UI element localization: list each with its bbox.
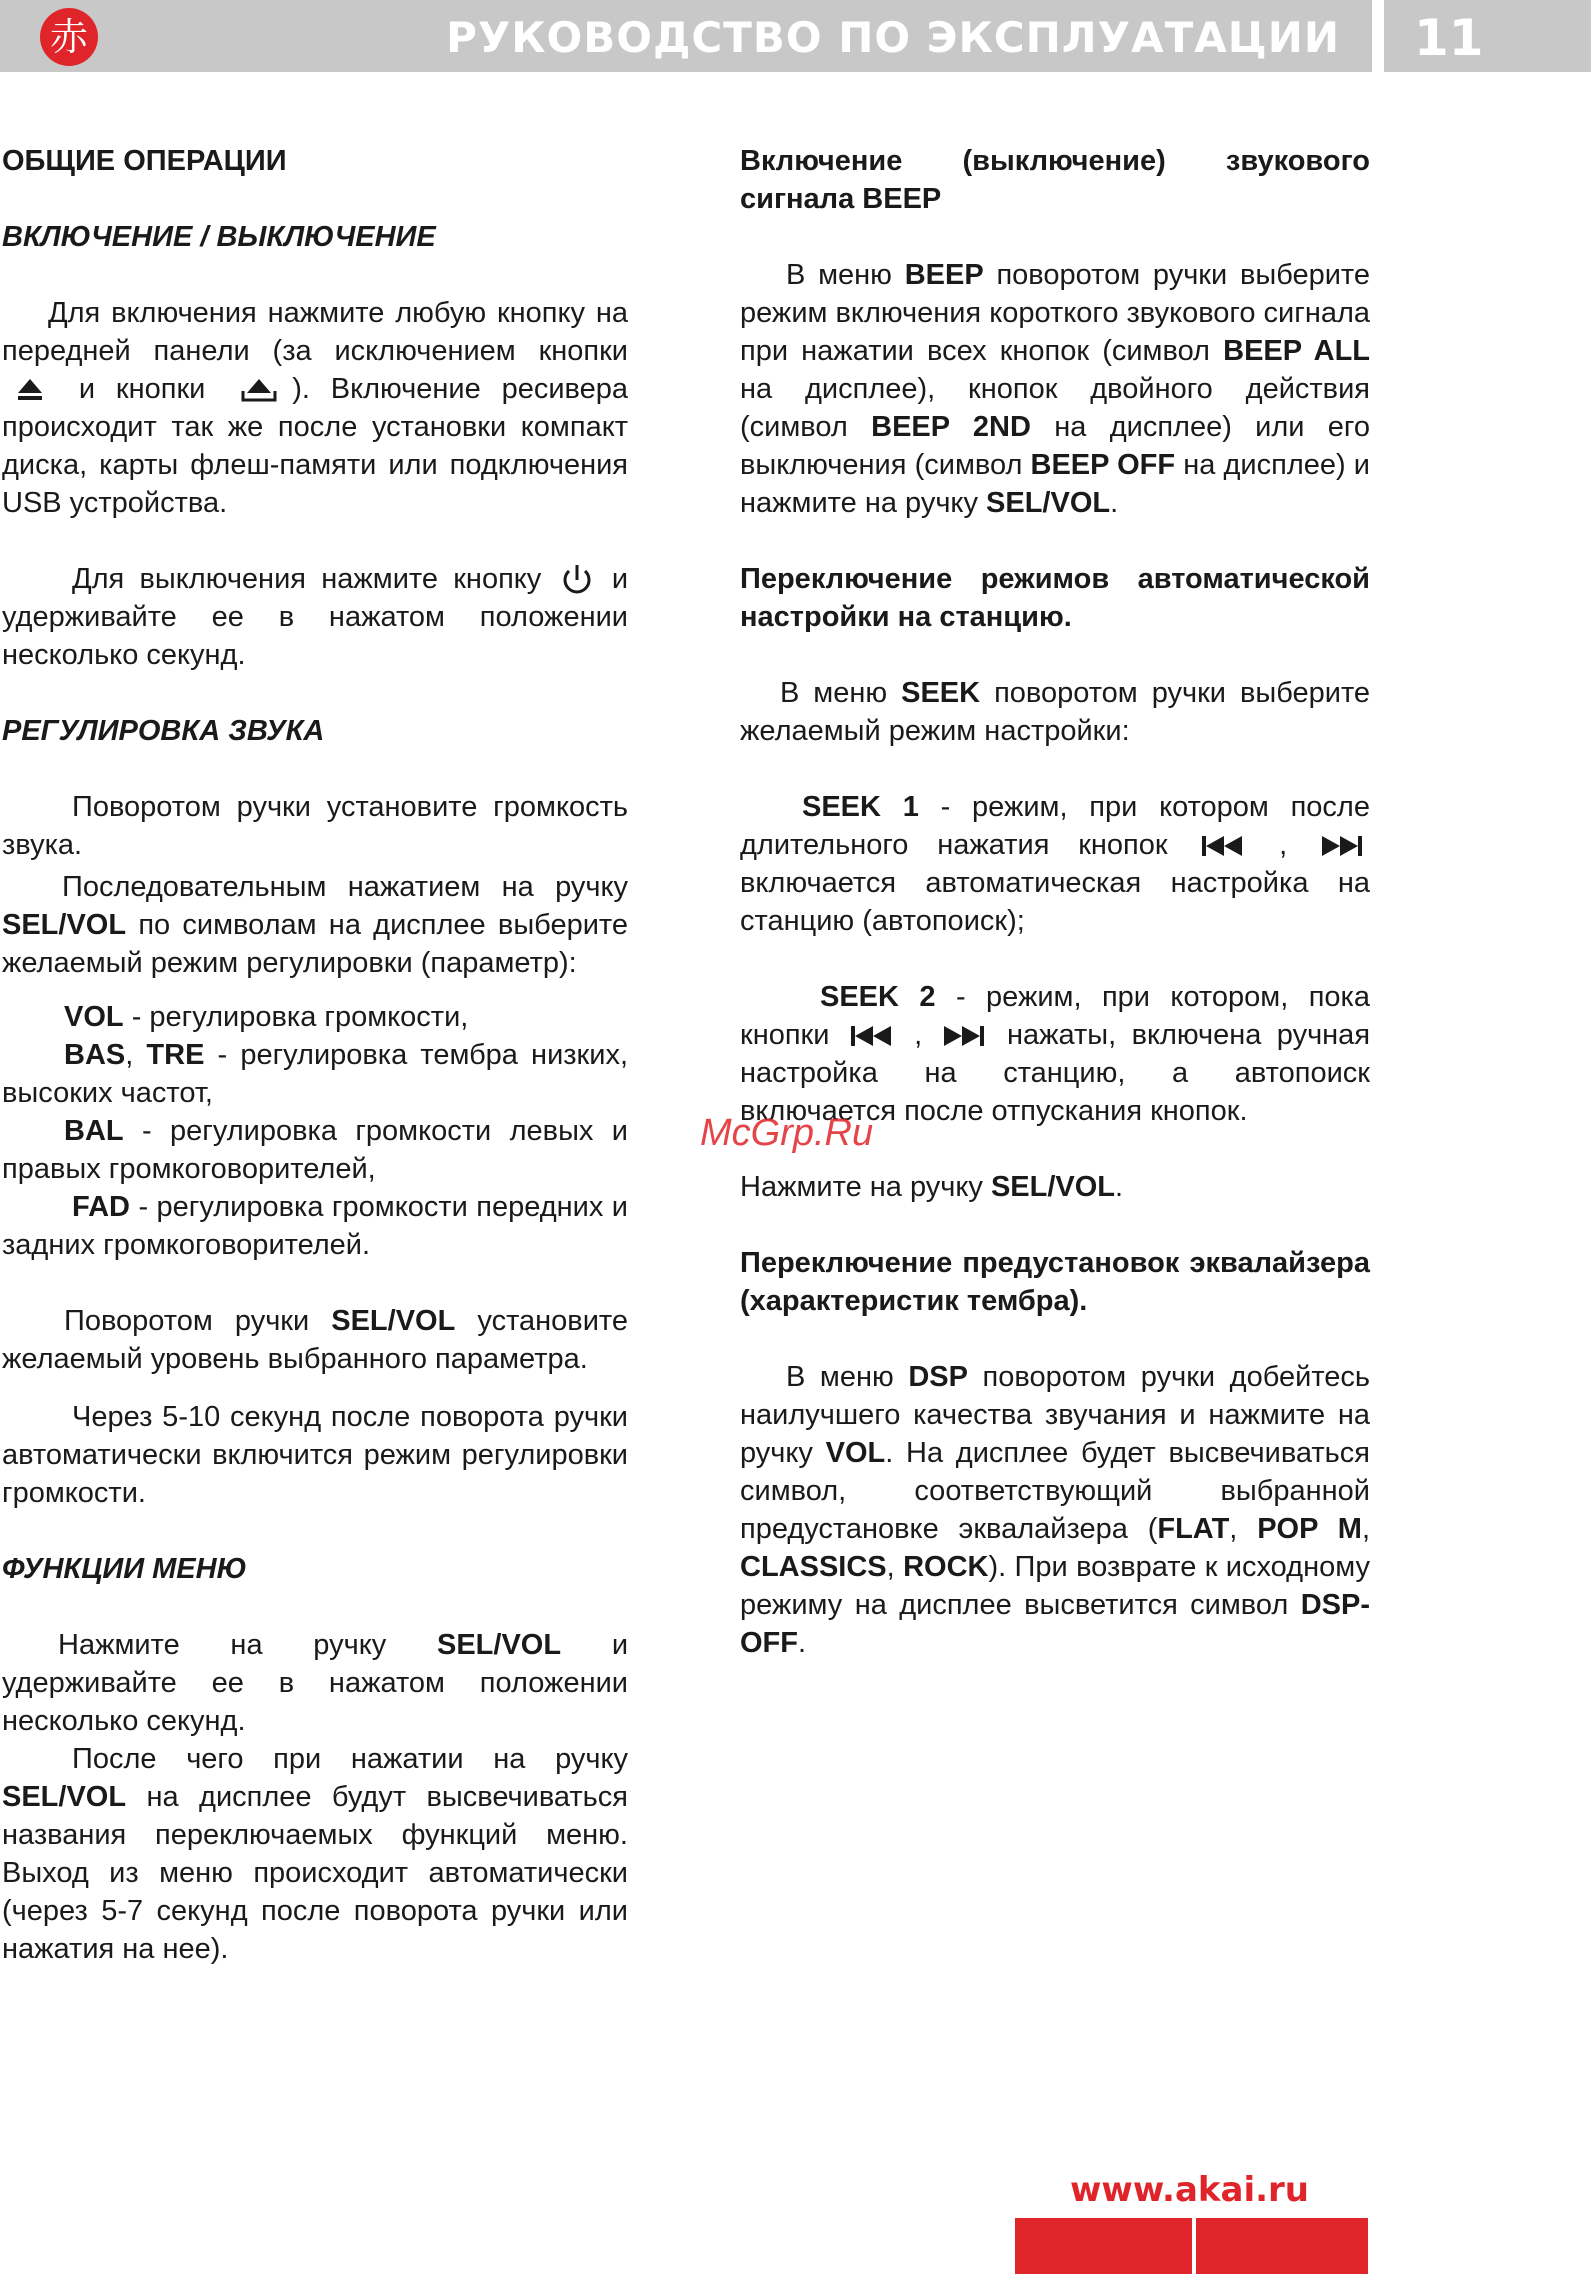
heading-power: ВКЛЮЧЕНИЕ / ВЫКЛЮЧЕНИЕ bbox=[2, 221, 436, 253]
paragraph-beep: В меню BEEP поворотом ручки выберите режим включения короткого звукового сигнала при нажатии всех кнопок (символ BEEP ALL на дисплее), кнопок двойного действия (символ BEEP 2ND на дисплее) или его выключения (символ BEEP OFF на дисплее) и нажмите на ручку SEL/VOL. bbox=[740, 259, 1371, 519]
param-fad: FAD - регулировка громкости передних и задних громкоговорителей. bbox=[2, 1191, 628, 1261]
paragraph-menu-enter: Нажмите на ручку SEL/VOL и удерживайте ее в нажатом положении несколько секунд. bbox=[2, 1629, 629, 1737]
skip-forward-icon bbox=[938, 1022, 992, 1050]
heading-menu: ФУНКЦИИ МЕНЮ bbox=[2, 1553, 247, 1585]
eject-card-icon bbox=[226, 375, 292, 405]
watermark: McGrp.Ru bbox=[700, 1112, 874, 1154]
skip-back-icon bbox=[1196, 832, 1250, 860]
eject-icon bbox=[2, 375, 58, 405]
paragraph-sound-volume: Поворотом ручки установите громкость звука. bbox=[2, 791, 628, 861]
footer-block-right bbox=[1196, 2218, 1368, 2274]
page-title: РУКОВОДСТВО ПО ЭКСПЛУАТАЦИИ bbox=[446, 13, 1340, 62]
param-bas-tre: BAS, TRE - регулировка тембра низких, высоких частот, bbox=[2, 1039, 629, 1109]
heading-equalizer: Переключение предустановок эквалайзера (характеристик тембра). bbox=[740, 1247, 1370, 1317]
heading-beep: Включение (выключение) звукового сигнала BEEP bbox=[740, 145, 1370, 215]
paragraph-seek1: SEEK 1 - режим, при котором после длительного нажатия кнопок , включается автоматическая настройка на станцию (автопоиск); bbox=[740, 791, 1370, 937]
paragraph-level: Поворотом ручки SEL/VOL установите желаемый уровень выбранного параметра. bbox=[2, 1305, 628, 1375]
skip-forward-icon bbox=[1316, 832, 1370, 860]
paragraph-auto-volume: Через 5-10 секунд после поворота ручки автоматически включится режим регулировки громкости. bbox=[2, 1401, 628, 1509]
page-number: 11 bbox=[1384, 0, 1591, 72]
paragraph-press-selvol: Нажмите на ручку SEL/VOL. bbox=[740, 1171, 1124, 1203]
paragraph-seek2: SEEK 2 - режим, при котором, пока кнопки , нажаты, включена ручная настройка на станцию, а автопоиск включается после отпускания кнопок. bbox=[740, 981, 1371, 1127]
paragraph-sound-params: Последовательным нажатием на ручку SEL/VOL по символам на дисплее выберите желаемый режим регулировки (параметр): bbox=[2, 871, 628, 979]
power-icon bbox=[557, 563, 597, 597]
heading-sound: РЕГУЛИРОВКА ЗВУКА bbox=[2, 715, 325, 747]
paragraph-menu-functions: После чего при нажатии на ручку SEL/VOL на дисплее будут высвечиваться названия переключаемых функций меню. Выход из меню происходит автоматически (через 5-7 секунд после поворота ручки или нажатия на нее). bbox=[2, 1743, 628, 1965]
paragraph-equalizer: В меню DSP поворотом ручки добейтесь наилучшего качества звучания и нажмите на ручку VOL. На дисплее будет высвечиваться символ, соответствующий выбранной предустановке эквалайзера (FLAT, POP M, CLASSICS, ROCK). При возврате к исходному режиму на дисплее высветится символ DSP-OFF. bbox=[740, 1361, 1371, 1659]
param-vol: VOL - регулировка громкости, bbox=[64, 1001, 469, 1033]
website-link[interactable]: www.akai.ru bbox=[1070, 2170, 1310, 2210]
heading-general-operations: ОБЩИЕ ОПЕРАЦИИ bbox=[2, 145, 287, 177]
paragraph-power-on: Для включения нажмите любую кнопку на передней панели (за исключением кнопки и кнопки ). Включение ресивера происходит так же после установки компакт диска, карты флеш-памяти или подключения USB устройства. bbox=[2, 297, 628, 519]
akai-logo: 赤 bbox=[40, 8, 98, 66]
paragraph-power-off: Для выключения нажмите кнопку и удерживайте ее в нажатом положении несколько секунд. bbox=[2, 563, 629, 671]
paragraph-seek: В меню SEEK поворотом ручки выберите желаемый режим настройки: bbox=[740, 677, 1371, 747]
param-bal: BAL - регулировка громкости левых и правых громкоговорителей, bbox=[2, 1115, 629, 1185]
right-column bbox=[740, 142, 1370, 1662]
footer-block-left bbox=[1015, 2218, 1192, 2274]
heading-seek: Переключение режимов автоматической настройки на станцию. bbox=[740, 563, 1370, 633]
skip-back-icon bbox=[845, 1022, 899, 1050]
left-column bbox=[2, 142, 628, 1968]
